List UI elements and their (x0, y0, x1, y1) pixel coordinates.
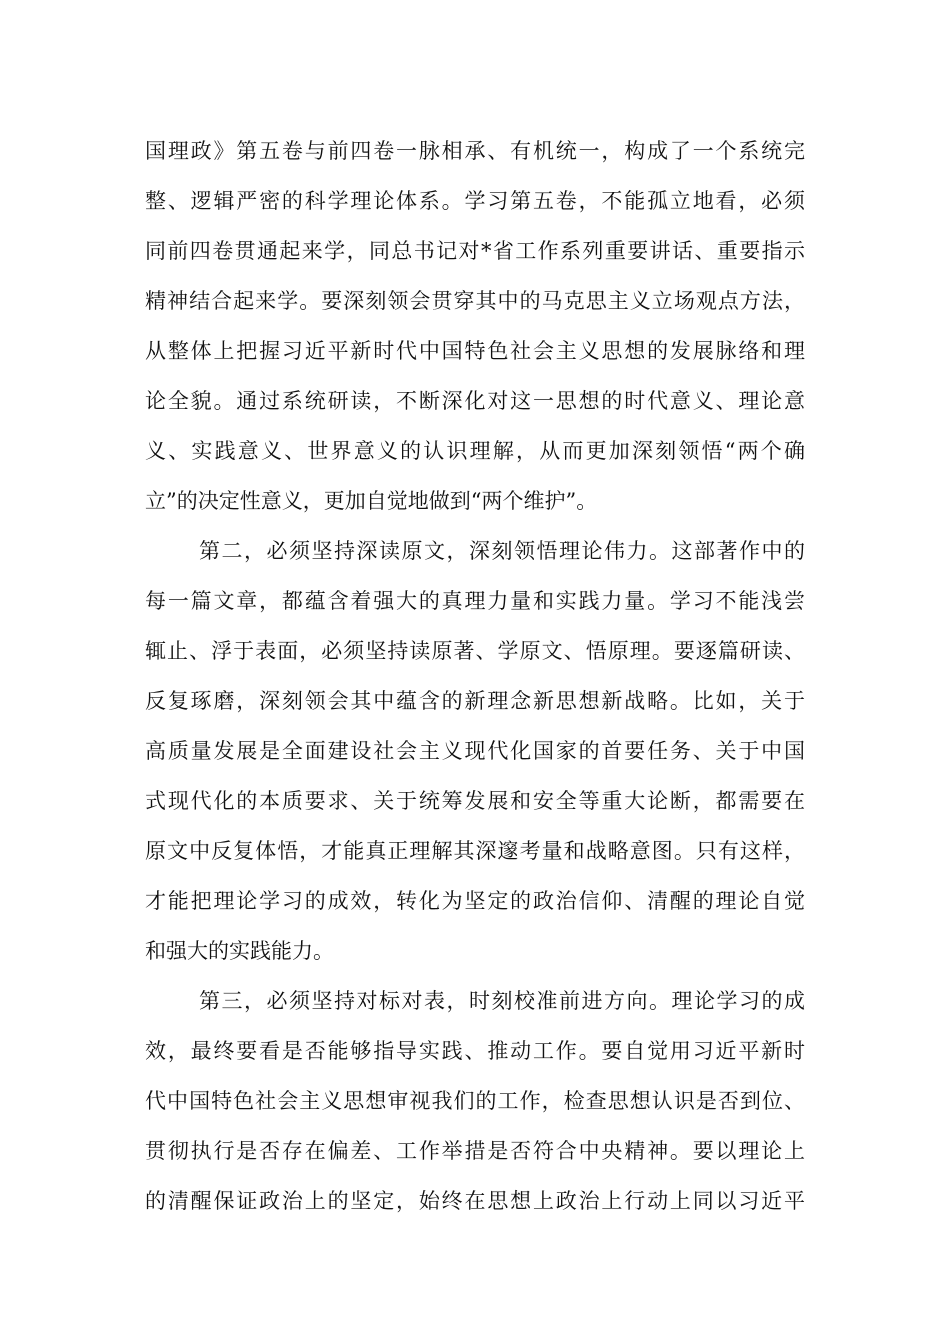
paragraph-2-line-7: 原文中反复体悟，才能真正理解其深邃考量和战略意图。只有这样， (145, 839, 805, 863)
paragraph-2-line-8: 才能把理论学习的成效，转化为坚定的政治信仰、清醒的理论自觉 (145, 889, 805, 913)
paragraph-3-line-2: 效，最终要看是否能够指导实践、推动工作。要自觉用习近平新时 (145, 1039, 805, 1063)
paragraph-2-line-6: 式现代化的本质要求、关于统筹发展和安全等重大论断，都需要在 (145, 789, 805, 813)
paragraph-1-line-4: 精神结合起来学。要深刻领会贯穿其中的马克思主义立场观点方法， (145, 289, 805, 313)
paragraph-1-line-6: 论全貌。通过系统研读，不断深化对这一思想的时代意义、理论意 (145, 389, 805, 413)
paragraph-2-line-4: 反复琢磨，深刻领会其中蕴含的新理念新思想新战略。比如，关于 (145, 689, 805, 713)
paragraph-3-line-1: 第三，必须坚持对标对表，时刻校准前进方向。理论学习的成 (199, 989, 805, 1013)
paragraph-1-line-1: 国理政》第五卷与前四卷一脉相承、有机统一，构成了一个系统完 (145, 139, 805, 163)
paragraph-1-line-2: 整、逻辑严密的科学理论体系。学习第五卷，不能孤立地看，必须 (145, 189, 805, 213)
paragraph-2-line-1: 第二，必须坚持深读原文，深刻领悟理论伟力。这部著作中的 (199, 539, 805, 563)
paragraph-1-line-8: 立”的决定性意义，更加自觉地做到“两个维护”。 (145, 489, 598, 513)
paragraph-3-line-5: 的清醒保证政治上的坚定，始终在思想上政治上行动上同以习近平 (145, 1189, 805, 1213)
paragraph-2-line-9: 和强大的实践能力。 (145, 939, 334, 963)
paragraph-2-line-5: 高质量发展是全面建设社会主义现代化国家的首要任务、关于中国 (145, 739, 805, 763)
paragraph-1-line-3: 同前四卷贯通起来学，同总书记对*省工作系列重要讲话、重要指示 (145, 239, 805, 263)
paragraph-2-line-3: 辄止、浮于表面，必须坚持读原著、学原文、悟原理。要逐篇研读、 (145, 639, 805, 663)
paragraph-2-line-2: 每一篇文章，都蕴含着强大的真理力量和实践力量。学习不能浅尝 (145, 589, 805, 613)
paragraph-3-line-4: 贯彻执行是否存在偏差、工作举措是否符合中央精神。要以理论上 (145, 1139, 805, 1163)
paragraph-1-line-7: 义、实践意义、世界意义的认识理解，从而更加深刻领悟“两个确 (145, 439, 805, 463)
paragraph-3-line-3: 代中国特色社会主义思想审视我们的工作，检查思想认识是否到位、 (145, 1089, 805, 1113)
paragraph-1-line-5: 从整体上把握习近平新时代中国特色社会主义思想的发展脉络和理 (145, 339, 805, 363)
